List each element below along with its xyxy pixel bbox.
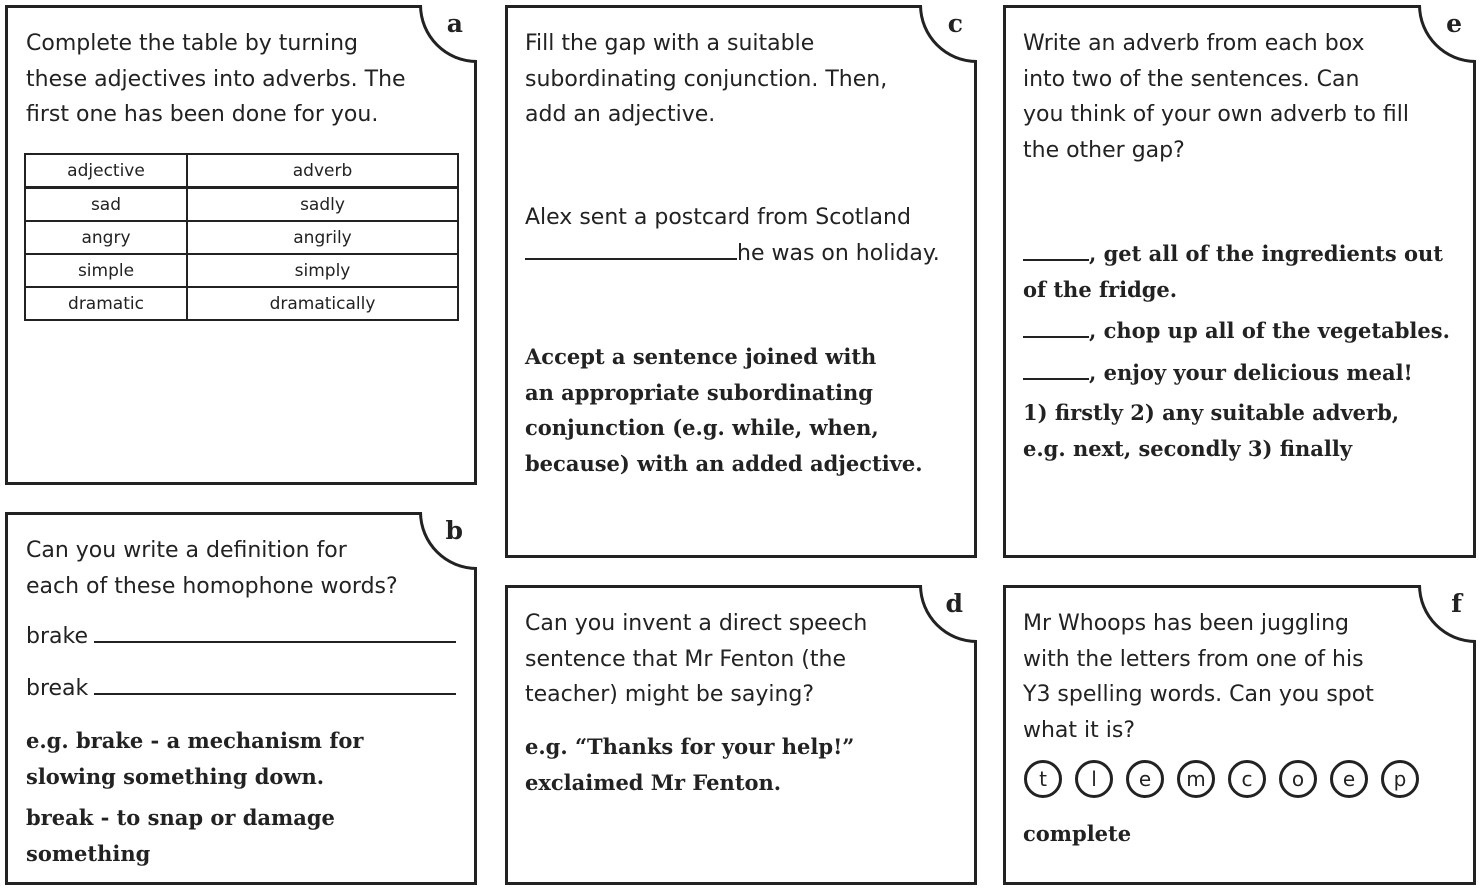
card-a <box>5 5 477 485</box>
card-letter-badge <box>919 585 977 643</box>
adverb-blank[interactable] <box>1023 378 1089 380</box>
card-letter: f <box>1451 589 1462 618</box>
instruction-text: Can you invent a direct speech sentence that Mr Fenton (the teacher) might be saying? <box>525 611 868 707</box>
card-letter-badge <box>1418 5 1476 63</box>
gap-blank[interactable] <box>525 258 737 260</box>
table-header: adjective <box>25 154 187 188</box>
table-row <box>25 287 458 320</box>
card-letter: a <box>446 9 463 38</box>
table-cell: angrily <box>187 221 458 254</box>
letter-circle: c <box>1228 760 1266 798</box>
gap-sentence: Alex sent a postcard from Scotland he was on holiday. <box>525 205 940 266</box>
table-cell: simply <box>187 254 458 287</box>
card-letter: b <box>445 516 463 545</box>
letter-circle: p <box>1381 760 1419 798</box>
table-row <box>25 254 458 287</box>
card-letter: e <box>1446 9 1462 38</box>
table-header-row <box>25 154 458 188</box>
card-f <box>1003 585 1476 885</box>
sentence-list: , get all of the ingredients out of the fridge. , chop up all of the vegetables. , enjoy your delicious meal! <box>1023 236 1450 390</box>
card-b <box>5 512 477 885</box>
letter-circle: e <box>1126 760 1164 798</box>
table-cell: dramatically <box>187 287 458 320</box>
card-e <box>1003 5 1476 558</box>
table-cell: dramatic <box>25 287 187 320</box>
card-letter-badge <box>919 5 977 63</box>
answer-line[interactable] <box>94 692 456 695</box>
answer-text: 1) firstly 2) any suitable adverb, e.g. next, secondly 3) finally <box>1023 400 1400 461</box>
instruction-text: Mr Whoops has been juggling with the letters from one of his Y3 spelling words. Can you spot what it is? <box>1023 611 1374 743</box>
table-cell: sad <box>25 188 187 222</box>
answer-line[interactable] <box>94 640 456 643</box>
sentence-3: , enjoy your delicious meal! <box>1023 355 1450 391</box>
answer-text: Accept a sentence joined with an appropriate subordinating conjunction (e.g. while, when, because) with an added adjective. <box>525 344 923 476</box>
letter-circle: t <box>1024 760 1062 798</box>
card-d <box>505 585 977 885</box>
letter-circle: l <box>1075 760 1113 798</box>
answer-text: e.g. brake - a mechanism for slowing something down. break - to snap or damage something <box>26 728 364 866</box>
card-letter: d <box>945 589 963 618</box>
instruction-text: Can you write a definition for each of these homophone words? <box>26 538 398 599</box>
card-c <box>505 5 977 558</box>
adverb-table <box>24 153 459 321</box>
sentence-2: , chop up all of the vegetables. <box>1023 313 1450 349</box>
answer-text: complete <box>1023 821 1132 846</box>
answer-text: e.g. “Thanks for your help!” exclaimed Mr Fenton. <box>525 734 855 795</box>
homophone-line-brake[interactable]: brake <box>26 619 456 649</box>
instruction-text: Fill the gap with a suitable subordinating conjunction. Then, add an adjective. <box>525 31 888 127</box>
instruction-text: Complete the table by turning these adjectives into adverbs. The first one has been done for you. <box>26 31 406 127</box>
sentence-1: , get all of the ingredients out <box>1023 236 1450 272</box>
table-cell: simple <box>25 254 187 287</box>
adverb-blank[interactable] <box>1023 336 1089 338</box>
table-header: adverb <box>187 154 458 188</box>
table-cell: angry <box>25 221 187 254</box>
table-cell: sadly <box>187 188 458 222</box>
letter-circle: m <box>1177 760 1215 798</box>
adverb-blank[interactable] <box>1023 259 1089 261</box>
card-letter-badge <box>419 5 477 63</box>
table-row <box>25 221 458 254</box>
letter-circle: e <box>1330 760 1368 798</box>
instruction-text: Write an adverb from each box into two of the sentences. Can you think of your own adverb to fill the other gap? <box>1023 31 1409 163</box>
letter-circle: o <box>1279 760 1317 798</box>
letter-circles <box>1024 760 1419 798</box>
homophone-line-break[interactable]: break <box>26 671 456 701</box>
table-row <box>25 188 458 222</box>
card-letter-badge <box>419 512 477 570</box>
card-letter: c <box>947 9 963 38</box>
card-letter-badge <box>1418 585 1476 643</box>
